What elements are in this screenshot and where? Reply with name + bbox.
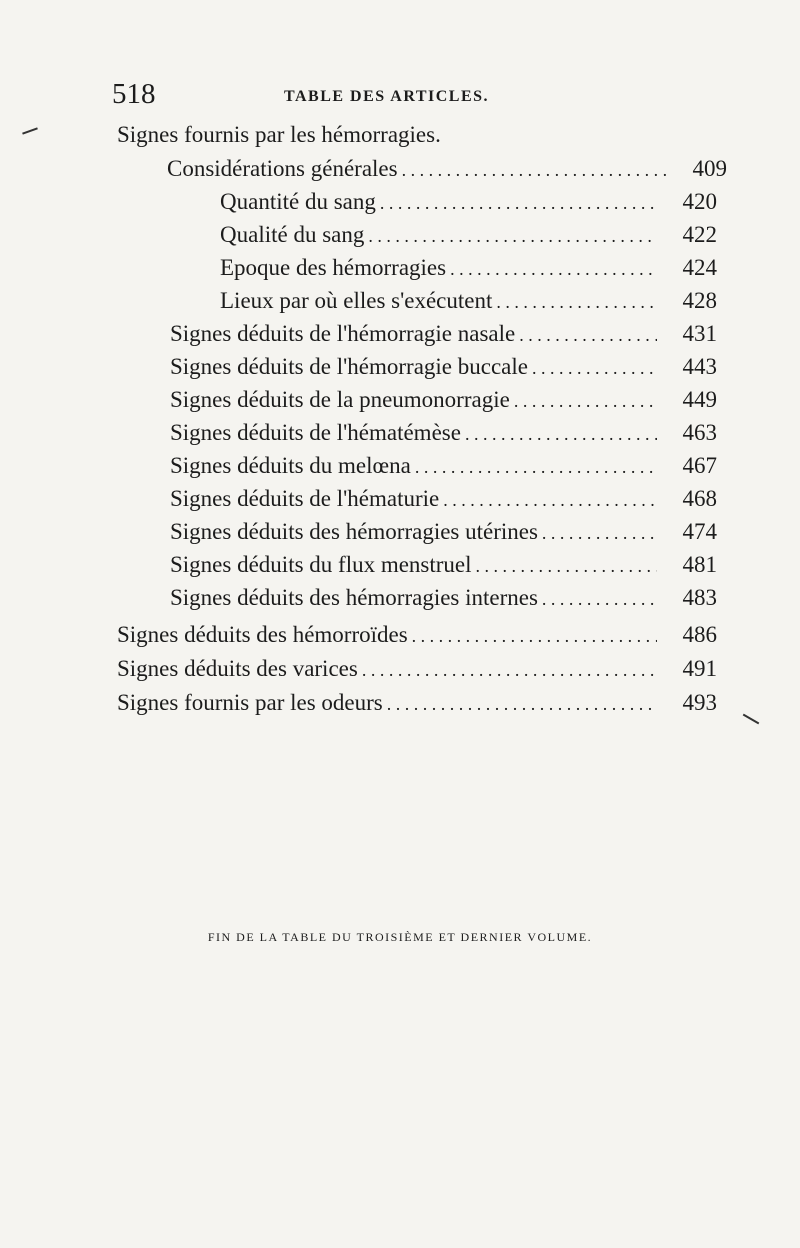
dot-leader [412, 626, 657, 647]
toc-entry-page: 449 [682, 387, 717, 412]
dot-leader [415, 457, 657, 478]
toc-entry [117, 622, 717, 656]
section-heading: Signes fournis par les hémorragies. [117, 122, 441, 147]
toc-entry-title: Lieux par où elles s'exécutent [220, 288, 493, 313]
toc-entry-title: Signes déduits du flux menstruel [170, 552, 472, 577]
dot-leader [450, 259, 657, 280]
dot-leader [402, 160, 667, 181]
page-header [112, 78, 672, 114]
toc-entry [170, 585, 717, 619]
toc-entry-page: 428 [682, 288, 717, 313]
toc-entry-title: Qualité du sang [220, 222, 365, 247]
dot-leader [532, 358, 657, 379]
toc-entry [167, 156, 727, 190]
toc-entry-page: 463 [682, 420, 717, 445]
toc-entry-title: Signes déduits de la pneumonorragie [170, 387, 510, 412]
toc-entry-title: Epoque des hémorragies [220, 255, 447, 280]
dot-leader [465, 424, 657, 445]
dot-leader [542, 589, 657, 610]
toc-entry-title: Signes déduits des varices [117, 656, 358, 681]
dot-leader [362, 660, 657, 681]
toc-entry-page: 468 [682, 486, 717, 511]
toc-entry-page: 422 [682, 222, 717, 247]
toc-entry [170, 552, 717, 586]
toc-entry-page: 431 [682, 321, 717, 346]
toc-entry-page: 467 [682, 453, 717, 478]
toc-entry-title: Signes déduits de l'hématémèse [170, 420, 461, 445]
toc-entry-title: Considérations générales [167, 156, 398, 181]
dot-leader [368, 226, 657, 247]
end-note: FIN DE LA TABLE DU TROISIÈME ET DERNIER VOLUME. [207, 930, 593, 944]
dot-leader [542, 523, 657, 544]
toc-entry-title: Signes déduits du melœna [170, 453, 411, 478]
toc-entry [220, 222, 717, 256]
toc-entry [117, 656, 717, 690]
running-title: TABLE DES ARTICLES. [284, 88, 490, 105]
page-number: 518 [112, 78, 156, 110]
toc-entry [220, 288, 717, 322]
toc-entry-title: Signes déduits de l'hémorragie buccale [170, 354, 528, 379]
toc-entry [220, 255, 717, 289]
toc-entry-page: 491 [682, 656, 717, 681]
toc-entry-page: 443 [682, 354, 717, 379]
toc-entry-title: Signes déduits de l'hématurie [170, 486, 440, 511]
dot-leader [496, 292, 657, 313]
toc-entry-title: Signes déduits des hémorroïdes [117, 622, 408, 647]
toc-entry-page: 409 [692, 156, 727, 181]
toc-entry-title: Signes déduits des hémorragies internes [170, 585, 538, 610]
toc-entry [170, 519, 717, 553]
toc-entry-page: 481 [682, 552, 717, 577]
toc-entry-page: 493 [682, 690, 717, 715]
dot-leader [380, 193, 657, 214]
toc-entry [220, 189, 717, 223]
toc-entry-page: 424 [682, 255, 717, 280]
toc-entry [170, 453, 717, 487]
toc-entry [170, 321, 717, 355]
toc-entry [170, 354, 717, 388]
toc-entry [170, 420, 717, 454]
toc-entry [117, 690, 717, 724]
toc-entry-page: 486 [682, 622, 717, 647]
dot-leader [519, 325, 657, 346]
margin-mark [743, 714, 760, 725]
toc-entry-title: Signes déduits de l'hémorragie nasale [170, 321, 516, 346]
toc-entry-title: Signes fournis par les odeurs [117, 690, 383, 715]
toc-entry-title: Signes déduits des hémorragies utérines [170, 519, 538, 544]
dot-leader [514, 391, 657, 412]
toc-entry-page: 420 [682, 189, 717, 214]
dot-leader [476, 556, 657, 577]
toc-entry [170, 486, 717, 520]
toc-entry-title: Quantité du sang [220, 189, 376, 214]
dot-leader [443, 490, 657, 511]
toc-entry-page: 483 [682, 585, 717, 610]
toc-entry-page: 474 [682, 519, 717, 544]
margin-mark [22, 127, 38, 134]
toc-entry [170, 387, 717, 421]
dot-leader [387, 694, 657, 715]
